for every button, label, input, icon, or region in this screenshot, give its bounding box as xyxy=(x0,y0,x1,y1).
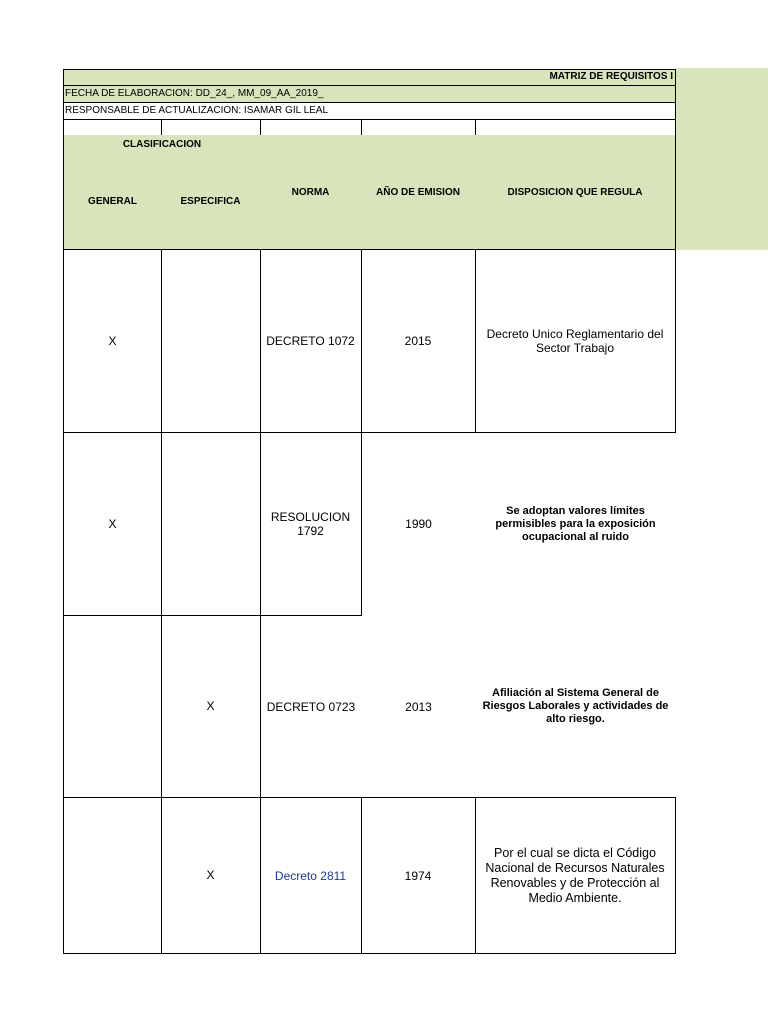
row4-general xyxy=(63,797,162,954)
row4-norma-link[interactable]: Decreto 2811 xyxy=(260,797,362,954)
row4-especifica: X xyxy=(161,797,261,954)
row3-especifica: X xyxy=(161,615,261,798)
row4-anio: 1974 xyxy=(361,797,476,954)
row2-especifica xyxy=(161,432,261,616)
header-general: GENERAL xyxy=(63,154,162,250)
row2-general: X xyxy=(63,432,162,616)
responsable-row: RESPONSABLE DE ACTUALIZACION: ISAMAR GIL LEAL xyxy=(63,103,676,120)
row4-disposicion: Por el cual se dicta el Código Nacional de Recursos Naturales Renovables y de Protección al Medio Ambiente. xyxy=(475,797,676,954)
header-disposicion: DISPOSICION QUE REGULA xyxy=(475,135,676,250)
header-clasificacion: CLASIFICACION xyxy=(63,135,261,155)
header-norma: NORMA xyxy=(260,135,362,250)
header-especifica: ESPECIFICA xyxy=(161,154,261,250)
row1-disposicion: Decreto Unico Reglamentario del Sector Trabajo xyxy=(475,249,676,433)
row1-especifica xyxy=(161,249,261,433)
blank-cell xyxy=(161,119,261,136)
blank-cell xyxy=(475,119,676,136)
row3-disposicion: Afiliación al Sistema General de Riesgos Laborales y actividades de alto riesgo. xyxy=(482,687,669,725)
blank-cell xyxy=(63,119,162,136)
blank-cell xyxy=(260,119,362,136)
fecha-row: FECHA DE ELABORACION: DD_24_, MM_09_AA_2019_ xyxy=(63,86,676,103)
row1-anio: 2015 xyxy=(361,249,476,433)
row2-disposicion: Se adoptan valores límites permisibles para la exposición ocupacional al ruido xyxy=(495,504,656,543)
row1-general: X xyxy=(63,249,162,433)
row2-norma: RESOLUCION 1792 xyxy=(260,432,362,616)
row2-anio: 1990 xyxy=(405,517,432,531)
row3-general xyxy=(63,615,162,798)
row3-anio: 2013 xyxy=(405,699,432,714)
row1-norma: DECRETO 1072 xyxy=(260,249,362,433)
row3-norma: DECRETO 0723 xyxy=(266,699,356,714)
green-side-panel xyxy=(676,68,768,250)
header-anio: AÑO DE EMISION xyxy=(361,135,476,250)
blank-cell xyxy=(361,119,476,136)
matrix-title: MATRIZ DE REQUISITOS I xyxy=(549,71,673,82)
matrix-title-row xyxy=(63,69,676,86)
